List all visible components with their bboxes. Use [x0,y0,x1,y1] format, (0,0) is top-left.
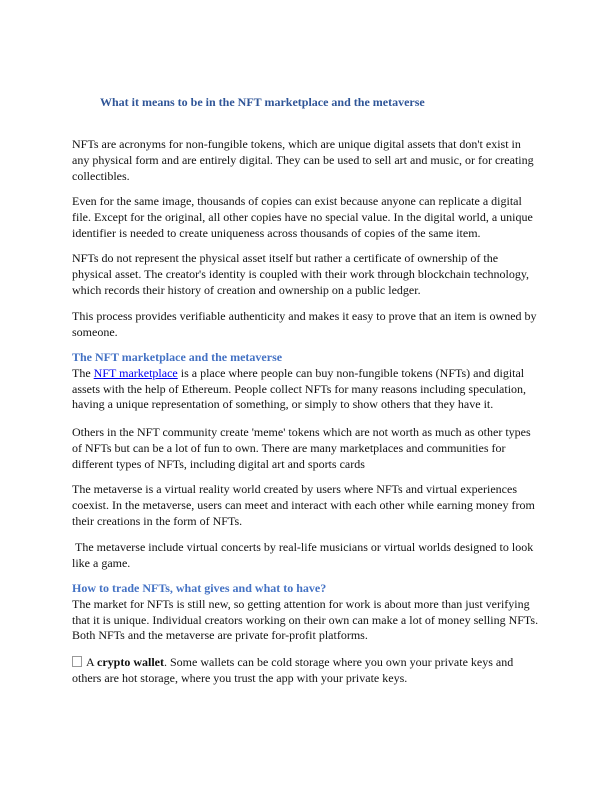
paragraph-metaverse-examples [72,540,548,572]
paragraph-metaverse [72,482,548,529]
text-line: like a game. [72,555,131,570]
text-line: physical asset. The creator's identity is coupled with their work through blockchain technology, [72,266,530,281]
paragraph-authenticity [72,309,548,341]
text: The [72,365,94,380]
paragraph-copies [72,194,548,241]
text-line: coexist. In the metaverse, users can meet and interact with each other while earning money from [72,497,535,512]
text-line: The market for NFTs is still new, so getting attention for work is about more than just verifying [72,596,530,611]
text-line: others are hot storage, where you trust the app with your private keys. [72,670,408,685]
nft-marketplace-link[interactable]: NFT marketplace [93,365,178,380]
section-marketplace [72,350,548,413]
text-line: which records their history of creation and ownership on a public ledger. [72,282,421,297]
section-heading: The NFT marketplace and the metaverse [72,350,283,364]
text: A [86,655,98,669]
document-title: What it means to be in the NFT marketplace and the metaverse [100,95,425,109]
text-line: that it is unique. Individual creators working on their own can make a lot of money selling NFTs. [72,612,539,627]
paragraph-meme-tokens [72,425,548,472]
text-line: NFTs do not represent the physical asset itself but rather a certificate of ownership of the [72,251,499,265]
text-line: of NFTs but can be a lot of fun to own. There are many marketplaces and communities for [72,440,506,455]
text: is a place where people can buy non-fungible tokens (NFTs) and digital [177,365,525,380]
text-line: someone. [72,324,118,339]
text-line: their creations in the form of NFTs. [72,513,243,528]
text-line: Both NFTs and the metaverse are private for-profit platforms. [72,628,368,643]
paragraph-nft-definition [72,137,548,184]
section-heading: How to trade NFTs, what gives and what to have? [72,581,327,595]
text-line: Others in the NFT community create 'meme' tokens which are not worth as much as other types [72,425,531,439]
bold-term: crypto wallet [97,655,164,669]
section-trading [72,581,548,644]
text-line [72,366,548,382]
text-line: identifier is needed to create uniqueness across thousands of copies of the same item. [72,225,481,240]
text-line: The metaverse include virtual concerts by real-life musicians or virtual worlds designed to look [72,540,534,554]
text-line: any physical form and are entirely digital. They can be used to sell art and music, or for creating [72,152,534,167]
text-line: having a unique representation of something, or simply to show others that they have it. [72,397,494,412]
text-line: file. Except for the original, all other copies have no special value. In the digital world, a unique [72,209,533,224]
bullet-placeholder-icon [72,656,82,667]
text-line: different types of NFTs, including digital art and sports cards [72,456,365,471]
text-line [72,655,548,671]
text-line: This process provides verifiable authenticity and makes it easy to prove that an item is owned by [72,309,537,323]
bullet-crypto-wallet [72,655,548,687]
paragraph-certificate [72,251,548,298]
text-line: NFTs are acronyms for non-fungible tokens, which are unique digital assets that don't exist in [72,137,521,151]
text-line: collectibles. [72,168,130,183]
text-line: The metaverse is a virtual reality world created by users where NFTs and virtual experiences [72,482,517,496]
text-line: Even for the same image, thousands of copies can exist because anyone can replicate a digital [72,194,522,208]
text: . Some wallets can be cold storage where you own your private keys and [164,655,514,669]
text-line: assets with the help of Ethereum. People collect NFTs for many reasons including speculation, [72,381,527,396]
